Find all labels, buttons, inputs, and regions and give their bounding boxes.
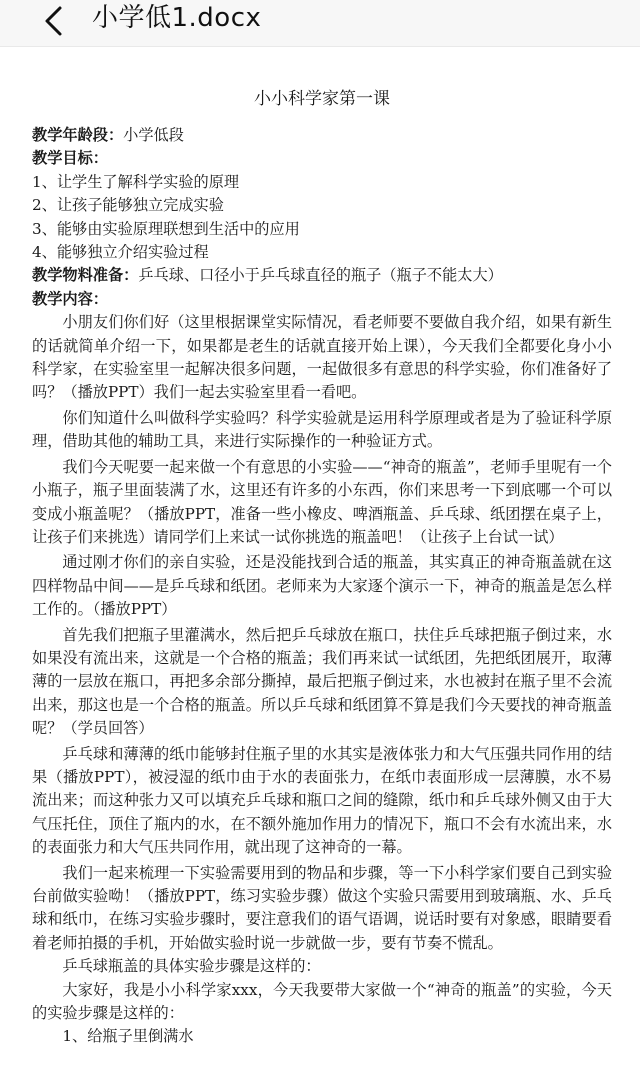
age-row [32, 124, 612, 147]
age-value: 小学低段 [123, 126, 184, 144]
content-paragraph: 首先我们把瓶子里灌满水，然后把乒乓球放在瓶口，扶住乒乓球把瓶子倒过来，水如果没有流出来，这就是一个合格的瓶盖；我们再来试一试纸团，先把纸团展开，取薄薄的一层放在瓶口，再把多余部分撕掉，最后把瓶子倒过来，水也被封在瓶子里不会流出来，那这也是一个合格的瓶盖。所以乒乓球和纸团算不算是我们今天要找的神奇瓶盖呢？（学员回答） [32, 625, 612, 738]
goal-item: 2、让孩子能够独立完成实验 [32, 196, 224, 215]
goal-item: 3、能够由实验原理联想到生活中的应用 [32, 219, 300, 238]
back-button[interactable] [38, 4, 72, 38]
content-paragraph: 通过刚才你们的亲自实验，还是没能找到合适的瓶盖，其实真正的神奇瓶盖就在这四样物品中间——是乒乓球和纸团。老师来为大家逐个演示一下，神奇的瓶盖是怎么样工作的。（播放PPT） [32, 553, 612, 619]
file-name: 小学低1.docx [92, 3, 262, 33]
content-paragraph: 我们一起来梳理一下实验需要用到的物品和步骤，等一下小科学家们要自己到实验台前做实验呦！（播放PPT，练习实验步骤）做这个实验只需要用到玻璃瓶、水、乒乓球和纸巾，在练习实验步骤时，要注意我们的语气语调，说话时要有对象感，眼睛要看着老师拍摄的手机，开始做实验时说一步就做一步，要有节奏不慌乱。 [32, 863, 612, 952]
content-paragraph: 大家好，我是小小科学家xxx，今天我要带大家做一个“神奇的瓶盖”的实验，今天的实验步骤是这样的： [32, 980, 612, 1023]
goals-label: 教学目标： [32, 149, 108, 168]
top-bar [0, 0, 640, 47]
document-title: 小小科学家第一课 [254, 89, 390, 109]
chevron-left-icon [38, 4, 72, 38]
materials-label: 教学物料准备： [32, 266, 139, 285]
content-paragraph: 你们知道什么叫做科学实验吗？科学实验就是运用科学原理或者是为了验证科学原理，借助其他的辅助工具，来进行实际操作的一种验证方式。 [32, 408, 612, 451]
content-paragraph: 我们今天呢要一起来做一个有意思的小实验——“神奇的瓶盖”，老师手里呢有一个小瓶子，瓶子里面装满了水，这里还有许多的小东西，你们来思考一下到底哪一个可以变成小瓶盖呢？（播放PPT，准备一些小橡皮、啤酒瓶盖、乒乓球、纸团摆在桌子上，让孩子们来挑选）请同学们上来试一试你挑选的瓶盖吧！（让孩子上台试一试） [32, 457, 612, 546]
content-paragraph: 小朋友们你们好（这里根据课堂实际情况，看老师要不要做自我介绍，如果有新生的话就简单介绍一下，如果都是老生的话就直接开始上课），今天我们全都要化身小小科学家，在实验室里一起解决很多问题，一起做很多有意思的科学实验，你们准备好了吗？（播放PPT）我们一起去实验室里看一看吧。 [32, 313, 612, 402]
goal-item: 1、让学生了解科学实验的原理 [32, 172, 240, 191]
materials-value: 乒乓球、口径小于乒乓球直径的瓶子（瓶子不能太大） [138, 266, 503, 285]
content-paragraph: 乒乓球瓶盖的具体实验步骤是这样的： [62, 957, 321, 976]
age-label: 教学年龄段： [32, 126, 124, 144]
content-paragraph: 1、给瓶子里倒满水 [62, 1027, 194, 1046]
materials-row [32, 264, 612, 287]
content-paragraph: 乒乓球和薄薄的纸巾能够封住瓶子里的水其实是液体张力和大气压强共同作用的结果（播放PPT），被浸湿的纸巾由于水的表面张力，在纸巾表面形成一层薄膜，水不易流出来；而这种张力又可以填充乒乓球和瓶口之间的缝隙，纸巾和乒乓球外侧又由于大气压托住，顶住了瓶内的水，在不额外施加作用力的情况下，瓶口不会有水流出来，水的表面张力和大气压共同作用，就出现了这神奇的一幕。 [32, 744, 612, 857]
document-body [32, 84, 612, 1049]
content-label: 教学内容： [32, 289, 108, 308]
goal-item: 4、能够独立介绍实验过程 [32, 243, 209, 262]
